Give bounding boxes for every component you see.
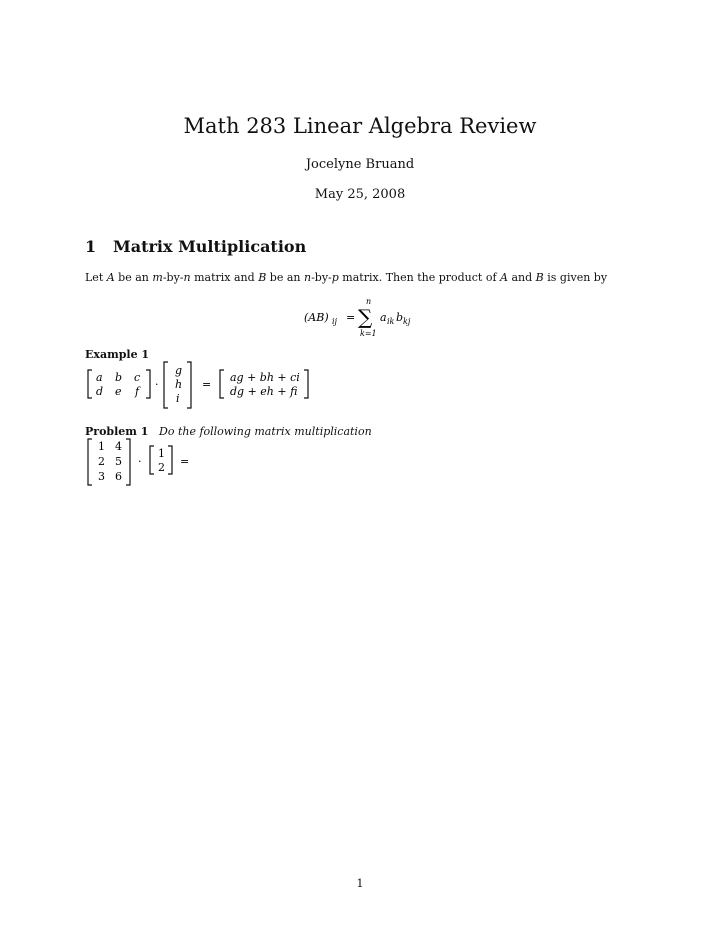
result-right-bracket	[304, 370, 308, 398]
date: May 25, 2008	[314, 187, 406, 202]
result-cell: dg + eh + fi	[230, 385, 298, 398]
matrix-a-cell: a	[96, 371, 103, 384]
author: Jocelyne Bruand	[305, 157, 415, 172]
equals-sign: =	[180, 455, 190, 468]
example-equation	[84, 360, 324, 412]
matrix-a-left-bracket	[88, 370, 92, 398]
vector-left-bracket	[164, 362, 168, 408]
example-label: Example 1	[85, 348, 150, 361]
matrix-a-cell: b	[115, 371, 123, 384]
matrix-a-cell: c	[134, 371, 141, 384]
document-title: Math 283 Linear Algebra Review	[183, 114, 537, 138]
multiply-dot: ·	[155, 378, 159, 391]
product-formula	[300, 296, 440, 344]
term-b: b	[396, 311, 404, 324]
equals-sign: =	[202, 378, 212, 391]
matrix-cell: 5	[115, 455, 122, 468]
vector-cell: 1	[158, 447, 165, 460]
multiply-dot: ·	[138, 455, 142, 468]
vector-cell: g	[175, 364, 183, 377]
page-number: 1	[356, 877, 364, 890]
section-title: Matrix Multiplication	[113, 237, 307, 256]
formula-lhs-subscript: ij	[332, 317, 338, 326]
section-heading	[85, 237, 306, 256]
problem-equation	[84, 437, 224, 489]
matrix-left-bracket	[88, 439, 92, 485]
vector-cell: i	[176, 392, 180, 405]
result-left-bracket	[220, 370, 224, 398]
result-cell: ag + bh + ci	[230, 371, 300, 384]
sum-sigma: ∑	[358, 305, 373, 329]
vector-right-bracket	[187, 362, 191, 408]
matrix-cell: 2	[98, 455, 105, 468]
vector-cell: 2	[158, 461, 165, 474]
matrix-right-bracket	[126, 439, 130, 485]
matrix-cell: 4	[115, 440, 122, 453]
vector-left-bracket	[150, 446, 154, 474]
term-a-subscript: ik	[387, 317, 395, 326]
matrix-cell: 1	[98, 440, 105, 453]
section-number: 1	[85, 237, 97, 256]
matrix-cell: 3	[98, 470, 105, 483]
sum-upper-limit: n	[366, 297, 372, 306]
vector-cell: h	[175, 378, 183, 391]
formula-lhs: (AB)	[304, 311, 329, 324]
term-a: a	[380, 311, 387, 324]
matrix-a-cell: e	[115, 385, 122, 398]
problem-text: Do the following matrix multiplication	[159, 425, 372, 438]
intro-paragraph: Let A be an m-by-n matrix and B be an n-by-p matrix. Then the product of A and B is given by	[85, 271, 608, 284]
matrix-a-cell: d	[96, 385, 104, 398]
problem-label: Problem 1	[85, 425, 149, 438]
vector-right-bracket	[168, 446, 172, 474]
term-b-subscript: kj	[403, 317, 411, 326]
matrix-cell: 6	[115, 470, 122, 483]
matrix-a-cell: f	[135, 385, 140, 398]
matrix-a-right-bracket	[146, 370, 150, 398]
sum-lower-limit: k=1	[360, 329, 377, 338]
formula-equals: =	[346, 311, 356, 324]
